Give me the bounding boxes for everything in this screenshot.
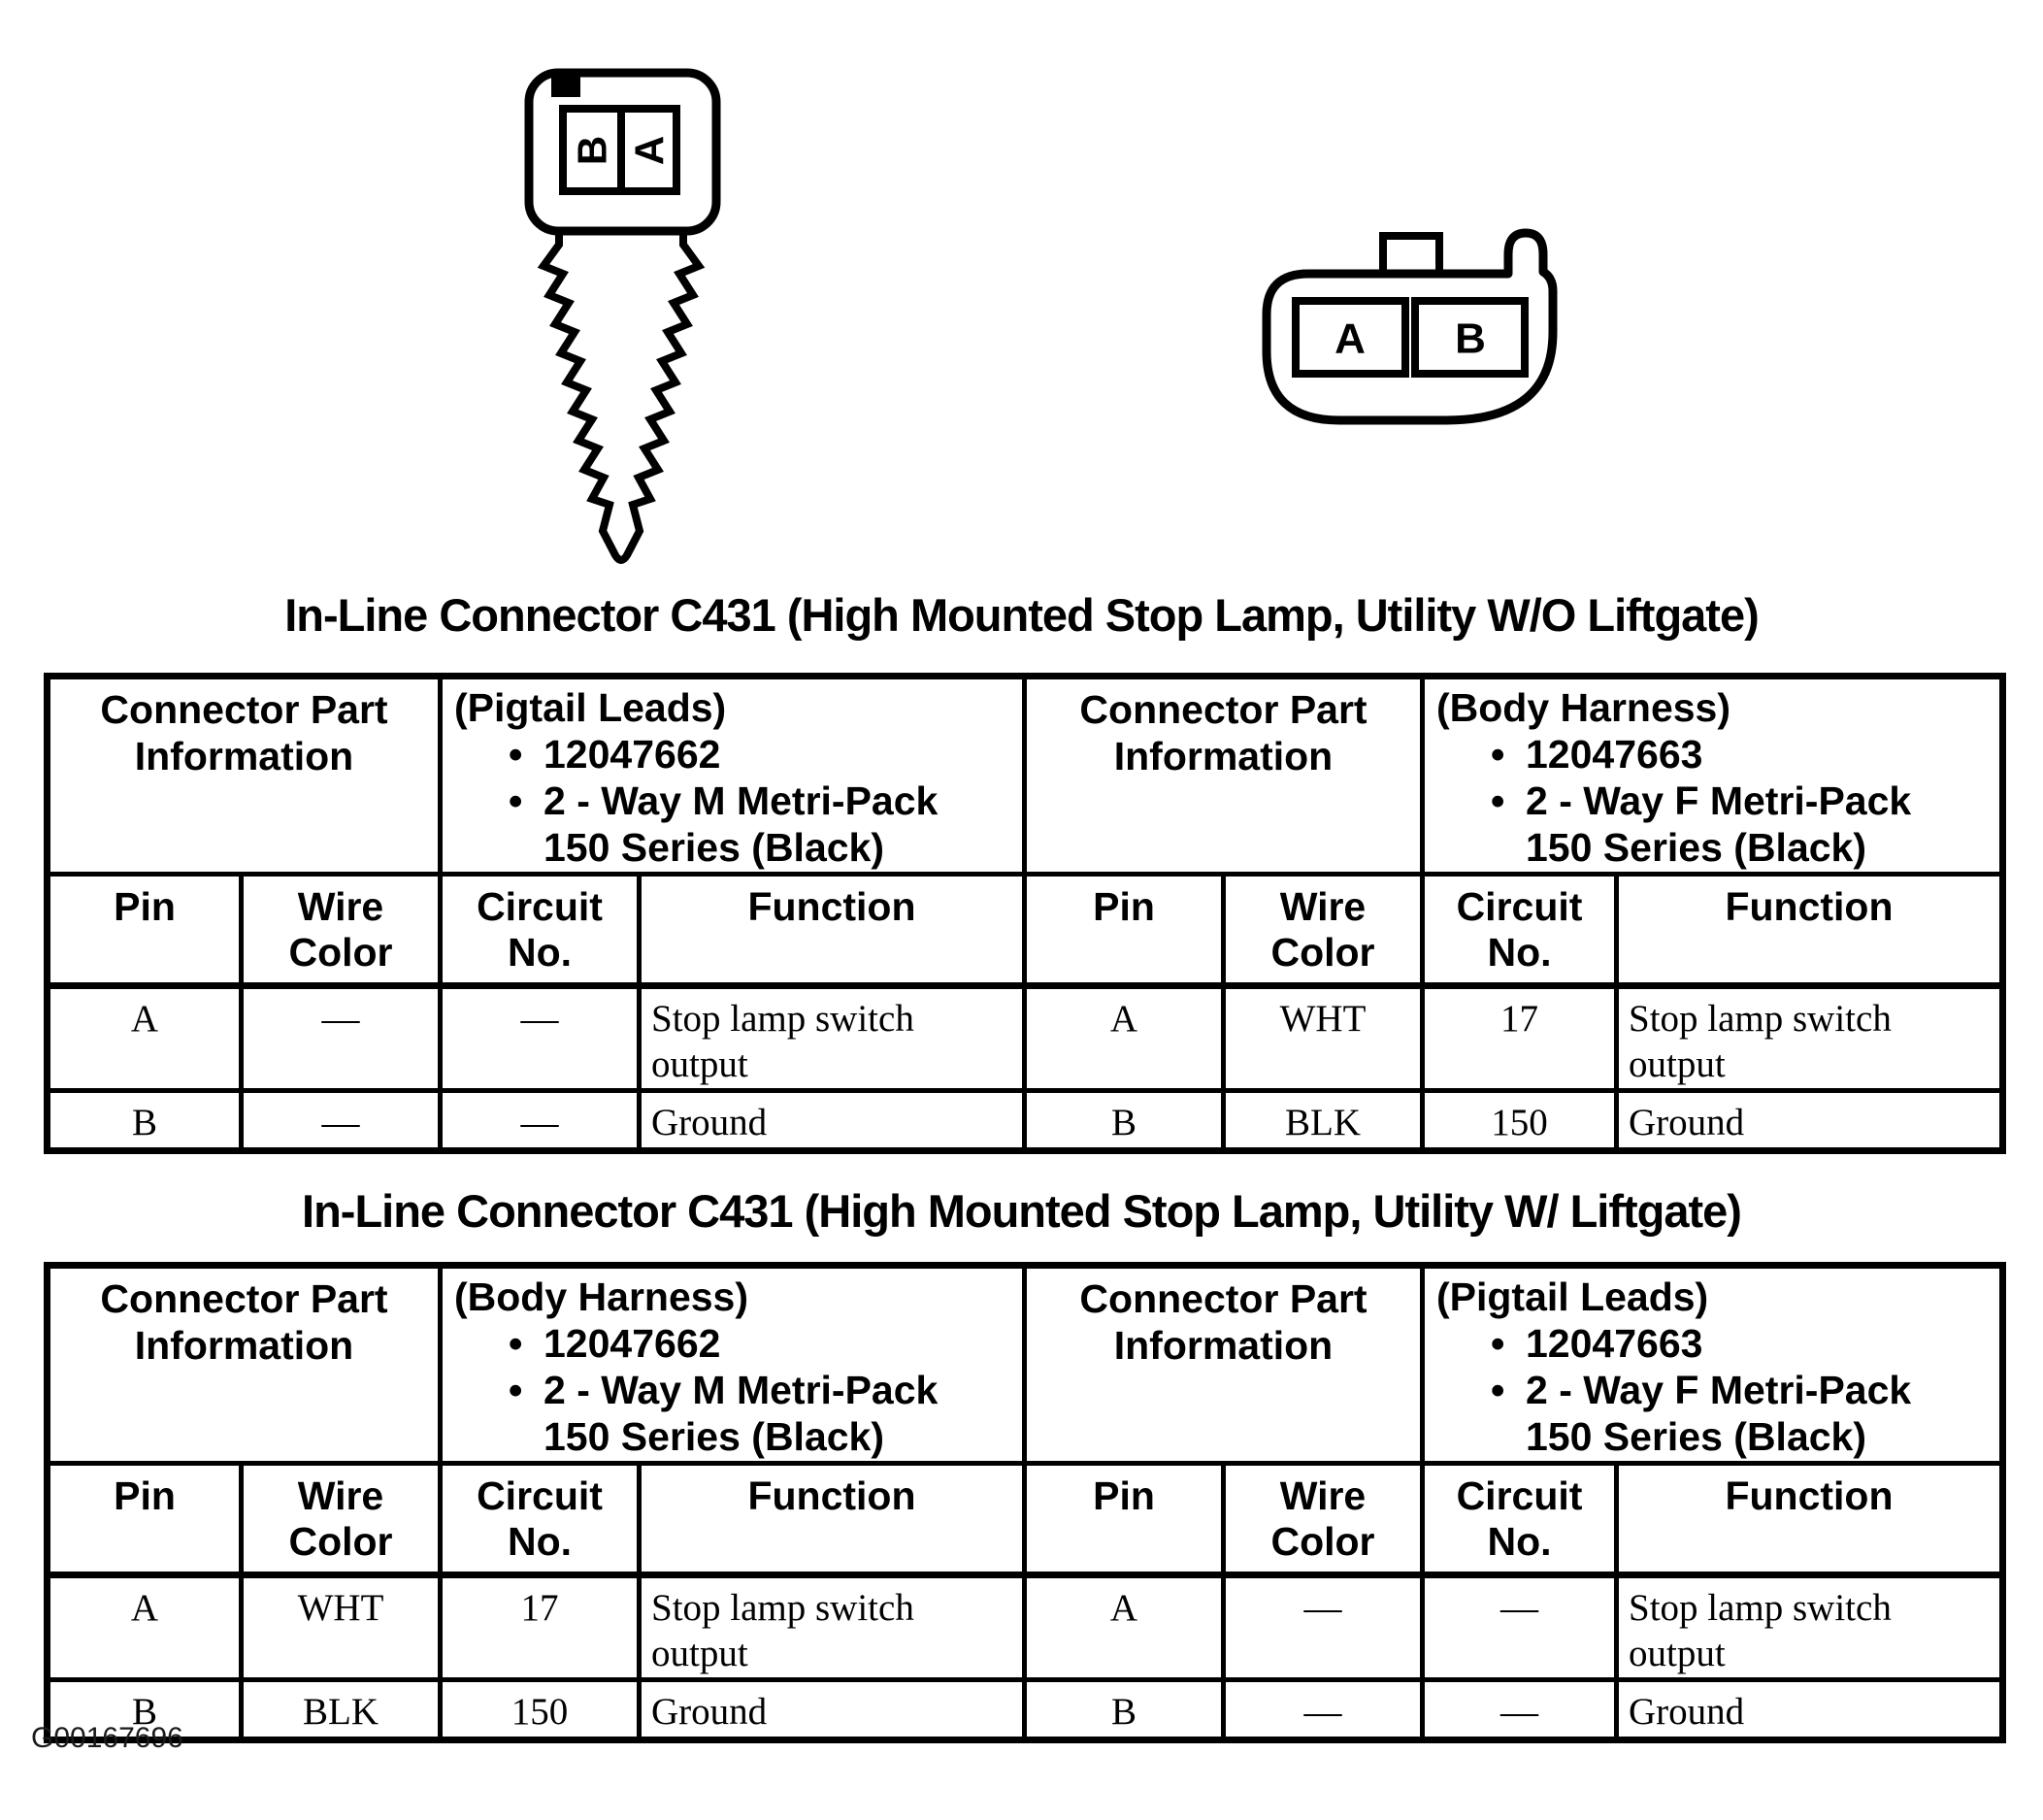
column-header-row <box>48 874 2003 985</box>
part-info-cell <box>441 1266 1025 1464</box>
bullet-dot: • <box>509 778 523 823</box>
circuit-no-header: Circuit No. <box>1423 1463 1617 1574</box>
pin-cell: B <box>48 1680 242 1740</box>
pin-a-row <box>48 1574 2003 1680</box>
part-number: 12047663 <box>1526 1320 1703 1366</box>
pigtail-cavity-label-a: A <box>626 135 673 166</box>
function-cell: Stop lamp switch output <box>1617 1574 2003 1680</box>
wire-color-cell: — <box>242 1091 441 1151</box>
wire-color-cell: — <box>1224 1680 1423 1740</box>
harness-lock-tab <box>1383 236 1439 275</box>
wire-color-cell: WHT <box>242 1574 441 1680</box>
connector-table-wo-liftgate <box>44 673 2006 1154</box>
pigtail-connector-diagram <box>519 50 723 579</box>
bullet-dot: • <box>1491 731 1505 777</box>
pin-header: Pin <box>48 1463 242 1574</box>
part-name: (Pigtail Leads) <box>454 685 727 730</box>
pin-header: Pin <box>1025 874 1224 985</box>
part-description: 2 - Way M Metri-Pack 150 Series (Black) <box>544 1367 939 1459</box>
circuit-no-cell: — <box>1423 1574 1617 1680</box>
bullet-dot: • <box>509 1367 523 1412</box>
pin-a-row <box>48 985 2003 1091</box>
bullet-dot: • <box>509 731 523 777</box>
pin-cell: B <box>48 1091 242 1151</box>
bullet-dot: • <box>1491 1367 1505 1412</box>
wire-color-cell: — <box>242 985 441 1091</box>
part-description: 2 - Way F Metri-Pack 150 Series (Black) <box>1526 778 1912 870</box>
function-cell: Stop lamp switch output <box>1617 985 2003 1091</box>
circuit-no-cell: 150 <box>441 1680 640 1740</box>
wire-color-cell: WHT <box>1224 985 1423 1091</box>
part-description: 2 - Way F Metri-Pack 150 Series (Black) <box>1526 1367 1912 1459</box>
circuit-no-header: Circuit No. <box>1423 874 1617 985</box>
pin-cell: A <box>1025 1574 1224 1680</box>
part-bullet <box>1436 732 1992 778</box>
circuit-no-cell: — <box>441 985 640 1091</box>
wire-color-header: Wire Color <box>1224 1463 1423 1574</box>
wire-color-header: Wire Color <box>242 1463 441 1574</box>
function-header: Function <box>640 874 1025 985</box>
wire-color-cell: BLK <box>242 1680 441 1740</box>
part-bullet <box>1436 1368 1992 1461</box>
harness-cavity-label-b: B <box>1455 314 1486 363</box>
circuit-no-cell: 150 <box>1423 1091 1617 1151</box>
function-cell: Ground <box>1617 1680 2003 1740</box>
part-bullet <box>454 1321 1014 1368</box>
wire-color-cell: — <box>1224 1574 1423 1680</box>
circuit-no-header: Circuit No. <box>441 874 640 985</box>
pin-b-row <box>48 1091 2003 1151</box>
part-number: 12047663 <box>1526 731 1703 777</box>
info-label: Connector Part Information <box>1079 1276 1367 1368</box>
function-cell: Stop lamp switch output <box>640 985 1025 1091</box>
function-header: Function <box>640 1463 1025 1574</box>
connector-info-header <box>1025 677 1423 875</box>
section-title-w-liftgate: In-Line Connector C431 (High Mounted Stop Lamp, Utility W/ Liftgate) <box>302 1185 1741 1237</box>
pin-header: Pin <box>48 874 242 985</box>
wire-color-header: Wire Color <box>1224 874 1423 985</box>
pin-b-row <box>48 1680 2003 1740</box>
section-title-wo-liftgate: In-Line Connector C431 (High Mounted Stop Lamp, Utility W/O Liftgate) <box>284 589 1759 641</box>
circuit-no-cell: — <box>441 1091 640 1151</box>
info-label: Connector Part Information <box>100 1276 388 1368</box>
function-header: Function <box>1617 1463 2003 1574</box>
part-number: 12047662 <box>544 731 721 777</box>
function-cell: Ground <box>1617 1091 2003 1151</box>
part-number: 12047662 <box>544 1320 721 1366</box>
pin-header: Pin <box>1025 1463 1224 1574</box>
part-info-cell <box>441 677 1025 875</box>
figure-id: G00167696 <box>31 1722 183 1754</box>
harness-connector-diagram <box>1240 215 1565 439</box>
pin-cell: B <box>1025 1680 1224 1740</box>
harness-cavity-label-a: A <box>1335 314 1366 363</box>
wire-color-cell: BLK <box>1224 1091 1423 1151</box>
circuit-no-header: Circuit No. <box>441 1463 640 1574</box>
info-label: Connector Part Information <box>100 687 388 778</box>
part-bullet <box>454 778 1014 872</box>
circuit-no-cell: — <box>1423 1680 1617 1740</box>
connector-info-header <box>48 677 441 875</box>
pin-cell: A <box>48 985 242 1091</box>
function-cell: Stop lamp switch output <box>640 1574 1025 1680</box>
circuit-no-cell: 17 <box>1423 985 1617 1091</box>
part-info-cell <box>1423 677 2003 875</box>
function-header: Function <box>1617 874 2003 985</box>
wire-color-header: Wire Color <box>242 874 441 985</box>
pigtail-strain-relief <box>544 231 699 560</box>
connector-table-w-liftgate <box>44 1262 2006 1743</box>
pin-cell: B <box>1025 1091 1224 1151</box>
info-label: Connector Part Information <box>1079 687 1367 778</box>
circuit-no-cell: 17 <box>441 1574 640 1680</box>
part-bullet <box>454 732 1014 778</box>
bullet-dot: • <box>1491 1320 1505 1366</box>
table-row <box>48 677 2003 875</box>
pin-cell: A <box>1025 985 1224 1091</box>
part-bullet <box>454 1368 1014 1461</box>
table-row <box>48 1266 2003 1464</box>
connector-info-header <box>48 1266 441 1464</box>
connector-info-header <box>1025 1266 1423 1464</box>
part-info-cell <box>1423 1266 2003 1464</box>
part-description: 2 - Way M Metri-Pack 150 Series (Black) <box>544 778 939 870</box>
column-header-row <box>48 1463 2003 1574</box>
function-cell: Ground <box>640 1091 1025 1151</box>
pigtail-lock-mark <box>551 72 580 97</box>
part-name: (Body Harness) <box>454 1274 749 1319</box>
pin-cell: A <box>48 1574 242 1680</box>
part-bullet <box>1436 1321 1992 1368</box>
bullet-dot: • <box>1491 778 1505 823</box>
bullet-dot: • <box>509 1320 523 1366</box>
function-cell: Ground <box>640 1680 1025 1740</box>
pigtail-cavity-label-b: B <box>569 135 615 166</box>
part-name: (Pigtail Leads) <box>1436 1274 1709 1319</box>
part-name: (Body Harness) <box>1436 685 1731 730</box>
part-bullet <box>1436 778 1992 872</box>
